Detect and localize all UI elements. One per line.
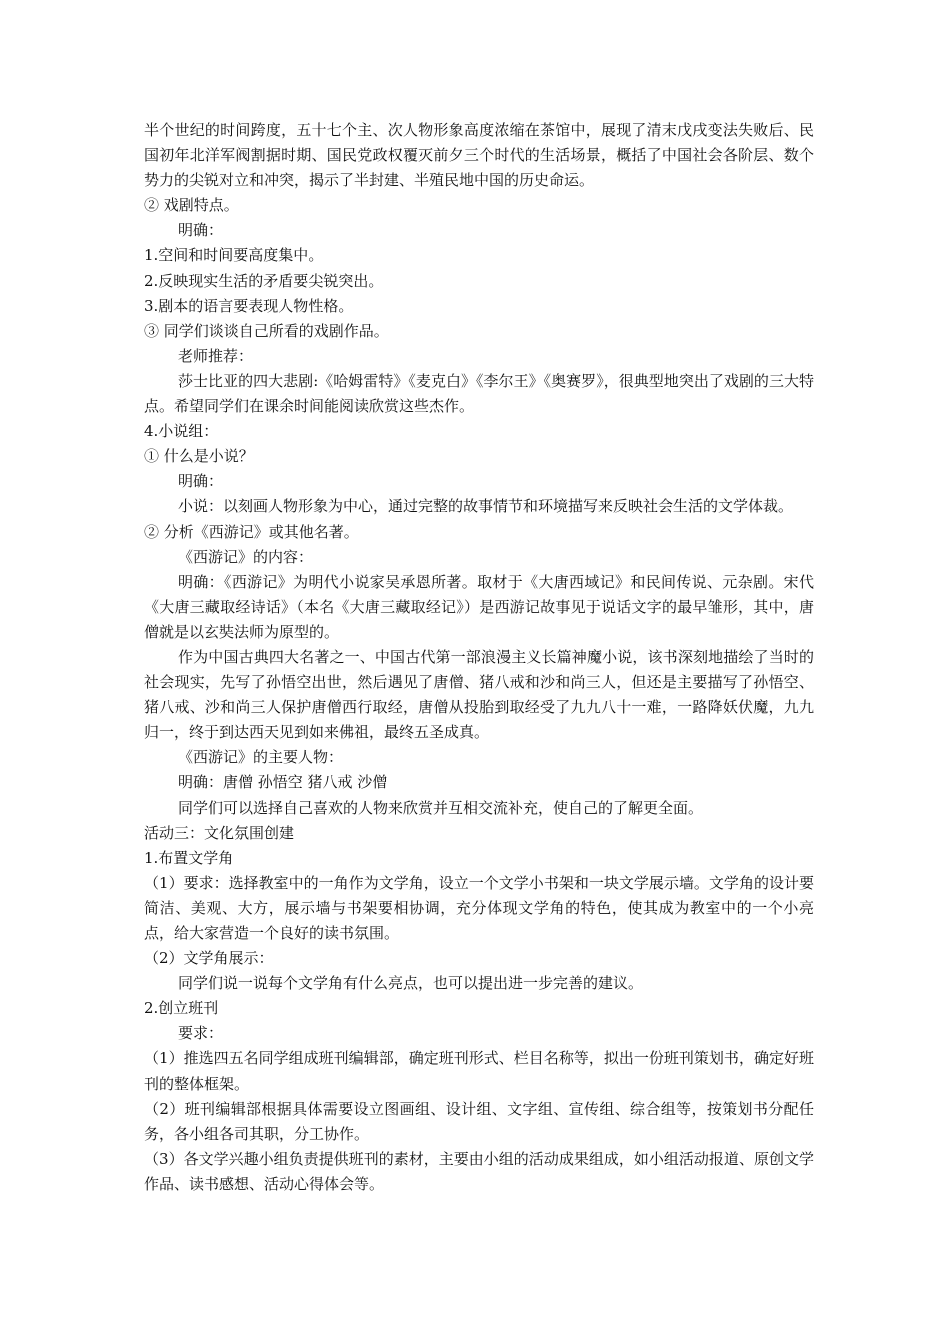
answer-label: 明确： xyxy=(178,221,224,240)
paragraph-literary-corner-requirement: （1）要求：选择教室中的一角作为文学角，设立一个文学小书架和一块文学展示墙。文学角的设计要简洁、美观、大方，展示墙与书架要相协调，充分体现文学角的特色，使其成为教室中的一个小亮点，给大家营造一个良好的读书氛围。 xyxy=(144,873,814,942)
drama-discussion-heading: ③ 同学们谈谈自己所看的戏剧作品。 xyxy=(144,321,389,340)
journey-content-label: 《西游记》的内容： xyxy=(178,547,314,566)
drama-features-heading: ② 戏剧特点。 xyxy=(144,196,239,215)
paragraph-magazine-step-1: （1）推选四五名同学组成班刊编辑部，确定班刊形式、栏目名称等，拟出一份班刊策划书，确定好班刊的整体框架。 xyxy=(144,1049,814,1093)
paragraph-teahouse-summary: 半个世纪的时间跨度，五十七个主、次人物形象高度浓缩在茶馆中，展现了清末戊戌变法失败后、民国初年北洋军阀割据时期、国民党政权覆灭前夕三个时代的生活场景，概括了中国社会各阶层、数个势力的尖锐对立和冲突，揭示了半封建、半殖民地中国的历史命运。 xyxy=(144,121,814,190)
requirement-label: 要求： xyxy=(178,1024,224,1043)
paragraph-novel-definition: 小说：以刻画人物形象为中心，通过完整的故事情节和环境描写来反映社会生活的文学体裁。 xyxy=(178,497,794,516)
literary-corner-display-heading: （2）文学角展示： xyxy=(144,949,274,968)
analyze-classic-heading: ② 分析《西游记》或其他名著。 xyxy=(144,522,359,541)
paragraph-journey-summary: 作为中国古典四大名著之一、中国古代第一部浪漫主义长篇神魔小说，该书深刻地描绘了当时的社会现实，先写了孙悟空出世，然后遇见了唐僧、猪八戒和沙和尚三人，但还是主要描写了孙悟空、猪八戒、沙和尚三人保护唐僧西行取经，唐僧从投胎到取经受了九九八十一难，一路降妖伏魔，九九归一，终于到达西天见到如来佛祖，最终五圣成真。 xyxy=(144,647,814,742)
novel-group-heading: 4.小说组： xyxy=(144,422,219,441)
literary-corner-heading: 1.布置文学角 xyxy=(144,848,234,867)
paragraph-shakespeare: 莎士比亚的四大悲剧:《哈姆雷特》《麦克白》《李尔王》《奥赛罗》，很典型地突出了戏剧的三大特点。希望同学们在课余时间能阅读欣赏这些杰作。 xyxy=(144,371,814,416)
class-magazine-heading: 2.创立班刊 xyxy=(144,999,219,1018)
answer-label: 明确： xyxy=(178,472,224,491)
drama-feature-2: 2.反映现实生活的矛盾要尖锐突出。 xyxy=(144,271,384,290)
paragraph-journey-origin: 明确：《西游记》为明代小说家吴承恩所著。取材于《大唐西域记》和民间传说、元杂剧。宋代《大唐三藏取经诗话》（本名《大唐三藏取经记》）是西游记故事见于说话文字的最早雏形，其中，唐僧就是以玄奘法师为原型的。 xyxy=(144,572,814,641)
paragraph-magazine-step-3: （3）各文学兴趣小组负责提供班刊的素材，主要由小组的活动成果组成，如小组活动报道、原创文学作品、读书感想、活动心得体会等。 xyxy=(144,1149,814,1193)
drama-feature-1: 1.空间和时间要高度集中。 xyxy=(144,246,324,265)
drama-feature-3: 3.剧本的语言要表现人物性格。 xyxy=(144,296,354,315)
what-is-novel-heading: ① 什么是小说？ xyxy=(144,447,254,466)
paragraph-literary-corner-display: 同学们说一说每个文学角有什么亮点，也可以提出进一步完善的建议。 xyxy=(178,974,644,993)
teacher-recommend-label: 老师推荐： xyxy=(178,346,254,365)
journey-characters-label: 《西游记》的主要人物： xyxy=(178,748,344,767)
journey-characters-answer: 明确：唐僧 孙悟空 猪八戒 沙僧 xyxy=(178,773,388,792)
activity-three-heading: 活动三：文化氛围创建 xyxy=(144,823,295,842)
paragraph-magazine-step-2: （2）班刊编辑部根据具体需要设立图画组、设计组、文字组、宣传组、综合组等，按策划书分配任务，各小组各司其职，分工协作。 xyxy=(144,1099,814,1143)
paragraph-character-exchange: 同学们可以选择自己喜欢的人物来欣赏并互相交流补充，使自己的了解更全面。 xyxy=(178,798,704,817)
document-body xyxy=(144,118,814,1197)
